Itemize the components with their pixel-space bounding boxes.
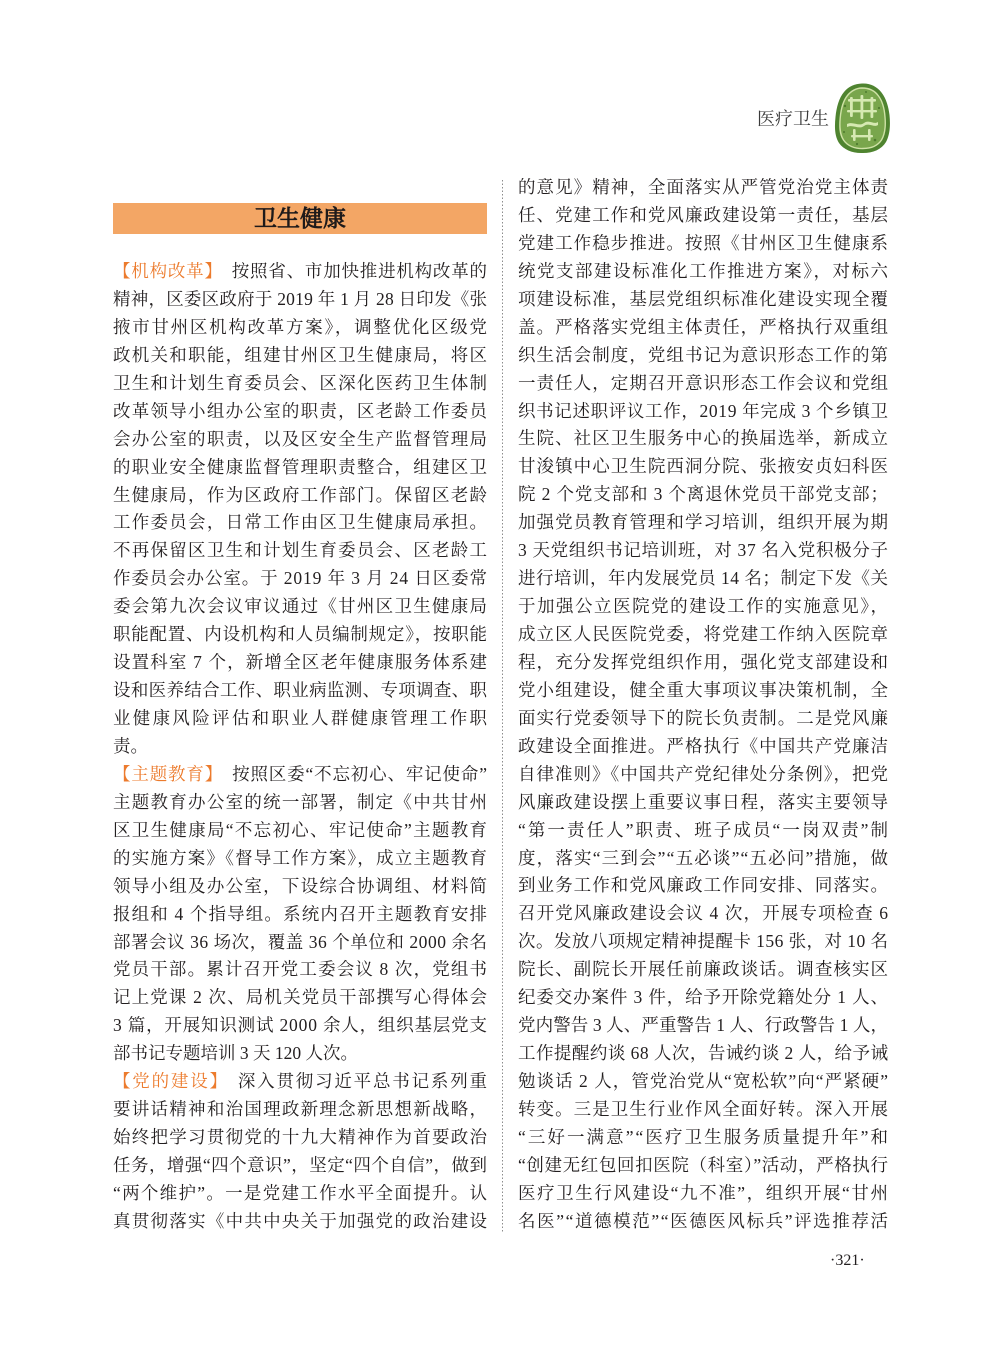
text-line: 项建设标准，基层党组织标准化建设实现全覆 <box>518 288 890 309</box>
text-line: 院 2 个党支部和 3 个离退休党员干部党支部； <box>518 484 889 505</box>
text-line: 设置科室 7 个，新增全区老年健康服务体系建 <box>113 652 489 673</box>
text-line: 医疗卫生行风建设“九不准”，组织开展“甘州 <box>518 1182 890 1203</box>
line-text: 按照省、市加快推进机构改革的 <box>231 261 488 281</box>
text-line: 报组和 4 个指导组。系统内召开主题教育安排 <box>113 903 489 924</box>
text-line: 掖市甘州区机构改革方案》，调整优化区级党 <box>113 316 489 337</box>
text-line: “两个维护”。一是党建工作水平全面提升。认 <box>113 1182 489 1203</box>
text-line: 业健康风险评估和职业人群健康管理工作职 <box>113 708 490 728</box>
text-line: 任、党建工作和党风廉政建设第一责任，基层 <box>518 204 890 225</box>
section-heading: 【机构改革】 <box>113 261 223 281</box>
text-line: 党员干部。累计召开党工委会议 8 次，党组书 <box>113 959 489 980</box>
text-line: 任务，增强“四个意识”，坚定“四个自信”，做到 <box>113 1155 488 1175</box>
text-line: 真贯彻落实《中共中央关于加强党的政治建设 <box>113 1210 489 1231</box>
paragraph-thematic-education <box>113 761 487 1068</box>
text-line: 工作提醒约谈 68 人次，告诫约谈 2 人，给予诫 <box>518 1043 889 1064</box>
text-line: 自律准则》《中国共产党纪律处分条例》，把党 <box>518 763 889 784</box>
text-line: 党内警告 3 人、严重警告 1 人、行政警告 1 人， <box>518 1015 889 1036</box>
line-text: 按照区委“不忘初心、牢记使命” <box>232 763 488 784</box>
text-line: 统党支部建设标准化工作推进方案》，对标六 <box>518 260 890 281</box>
text-line: 盖。严格落实党组主体责任，严格执行双重组 <box>518 316 890 337</box>
column-divider <box>502 180 503 1232</box>
text-line: 记上党课 2 次、局机关党员干部撰写心得体会 <box>113 987 489 1008</box>
text-line: 始终把学习贯彻党的十九大精神作为首要政治 <box>113 1127 489 1148</box>
text-line: 的职业安全健康监督管理职责整合，组建区卫 <box>113 456 489 477</box>
text-line: 3 篇，开展知识测试 2000 余人，组织基层党支 <box>113 1015 488 1036</box>
seal-stamp-icon <box>833 82 891 154</box>
right-column <box>518 174 891 1236</box>
text-line: 政建设全面推进。严格执行《中国共产党廉洁 <box>518 735 890 756</box>
text-line: 度，落实“三到会”“五必谈”“五必问”措施，做 <box>518 847 890 868</box>
text-line: 成立区人民医院党委，将党建工作纳入医院章 <box>518 624 890 644</box>
text-line: 的意见》精神，全面落实从严管党治党主体责 <box>518 177 890 197</box>
text-line <box>113 258 487 286</box>
text-line: 职能配置、内设机构和人员编制规定》，按职能 <box>113 624 488 645</box>
text-line: 面实行党委领导下的院长负责制。二是党风廉 <box>518 707 890 728</box>
text-line: 区卫生健康局“不忘初心、牢记使命”主题教育 <box>113 819 489 840</box>
section-heading: 【主题教育】 <box>113 763 224 784</box>
text-line: 一责任人，定期召开意识形态工作会议和党组 <box>518 372 890 393</box>
text-line: 纪委交办案件 3 件，给予开除党籍处分 1 人、 <box>518 987 889 1008</box>
text-line: 织书记述职评议工作，2019 年完成 3 个乡镇卫 <box>518 400 889 421</box>
section-heading: 【党的建设】 <box>113 1071 229 1092</box>
text-line: 委会第九次会议审议通过《甘州区卫生健康局 <box>113 596 489 617</box>
text-line: 程，充分发挥党组织作用，强化党支部建设和 <box>518 651 890 672</box>
section-banner <box>113 203 487 234</box>
text-line: 院长、副院长开展任前廉政谈话。调查核实区 <box>518 959 890 980</box>
text-line: 生健康局，作为区政府工作部门。保留区老龄 <box>113 484 489 505</box>
text-line: 政机关和职能，组建甘州区卫生健康局，将区 <box>113 344 489 365</box>
text-line: “创建无红包回扣医院（科室）”活动，严格执行 <box>518 1154 889 1175</box>
text-line: 于加强公立医院党的建设工作的实施意见》， <box>518 596 890 617</box>
text-line: 3 天党组织书记培训班，对 37 名入党积极分子 <box>518 540 889 561</box>
page-number: ·321· <box>830 1252 865 1269</box>
line-text: 深入贯彻习近平总书记系列重 <box>237 1071 489 1092</box>
text-line: 转变。三是卫生行业作风全面好转。深入开展 <box>518 1098 890 1119</box>
text-line: 召开党风廉政建设会议 4 次，开展专项检查 6 <box>518 903 890 924</box>
left-column <box>113 258 490 1236</box>
text-line: 党建工作稳步推进。按照《甘州区卫生健康系 <box>518 232 890 253</box>
text-line: 设和医养结合工作、职业病监测、专项调查、职 <box>113 680 488 701</box>
text-line: 加强党员教育管理和学习培训，组织开展为期 <box>518 512 890 533</box>
text-line: 会办公室的职责，以及区安全生产监督管理局 <box>113 428 489 449</box>
text-line <box>113 1068 487 1096</box>
text-line: 精神，区委区政府于 2019 年 1 月 28 日印发《张 <box>113 288 488 309</box>
text-line <box>113 761 487 789</box>
text-line: 责。 <box>113 735 148 756</box>
text-line: 不再保留区卫生和计划生育委员会、区老龄工 <box>113 540 489 561</box>
text-line: 党小组建设，健全重大事项议事决策机制，全 <box>518 679 890 700</box>
text-line: “三好一满意”“医疗卫生服务质量提升年”和 <box>518 1126 891 1147</box>
text-line: 生院、社区卫生服务中心的换届选举，新成立 <box>518 428 890 449</box>
text-line: 到业务工作和党风廉政工作同安排、同落实。 <box>518 875 890 896</box>
text-line: 风廉政建设摆上重要议事日程，落实主要领导 <box>518 791 890 812</box>
paragraph-party-building <box>113 1068 487 1236</box>
text-line: “第一责任人”职责、班子成员“一岗双责”制 <box>518 819 891 840</box>
text-line: 进行培训，年内发展党员 14 名；制定下发《关 <box>518 568 889 589</box>
text-line: 勉谈话 2 人，管党治党从“宽松软”向“严紧硬” <box>518 1071 890 1091</box>
text-line: 甘浚镇中心卫生院西洞分院、张掖安贞妇科医 <box>518 456 890 477</box>
text-line: 部署会议 36 场次，覆盖 36 个单位和 2000 余名 <box>113 931 488 952</box>
paragraph-institutional-reform <box>113 258 490 761</box>
paragraph-continued <box>518 174 891 1236</box>
text-line: 织生活会制度，党组书记为意识形态工作的第 <box>518 344 890 365</box>
text-line: 主题教育办公室的统一部署，制定《中共甘州 <box>113 791 489 812</box>
text-line: 名医”“道德模范”“医德医风标兵”评选推荐活 <box>518 1210 890 1231</box>
text-line: 的实施方案》《督导工作方案》，成立主题教育 <box>113 847 489 868</box>
text-line: 工作委员会，日常工作由区卫生健康局承担。 <box>113 512 489 533</box>
text-line: 改革领导小组办公室的职责，区老龄工作委员 <box>113 400 489 421</box>
text-line: 领导小组及办公室，下设综合协调组、材料简 <box>113 875 489 896</box>
text-line: 要讲话精神和治国理政新理念新思想新战略， <box>113 1099 489 1120</box>
text-line: 部书记专题培训 3 天 120 人次。 <box>113 1043 358 1064</box>
running-header-title: 医疗卫生 <box>757 109 829 129</box>
text-line: 作委员会办公室。于 2019 年 3 月 24 日区委常 <box>113 568 488 589</box>
section-title: 卫生健康 <box>254 205 346 231</box>
text-line: 次。发放八项规定精神提醒卡 156 张，对 10 名 <box>518 931 889 952</box>
text-line: 卫生和计划生育委员会、区深化医药卫生体制 <box>113 372 489 393</box>
